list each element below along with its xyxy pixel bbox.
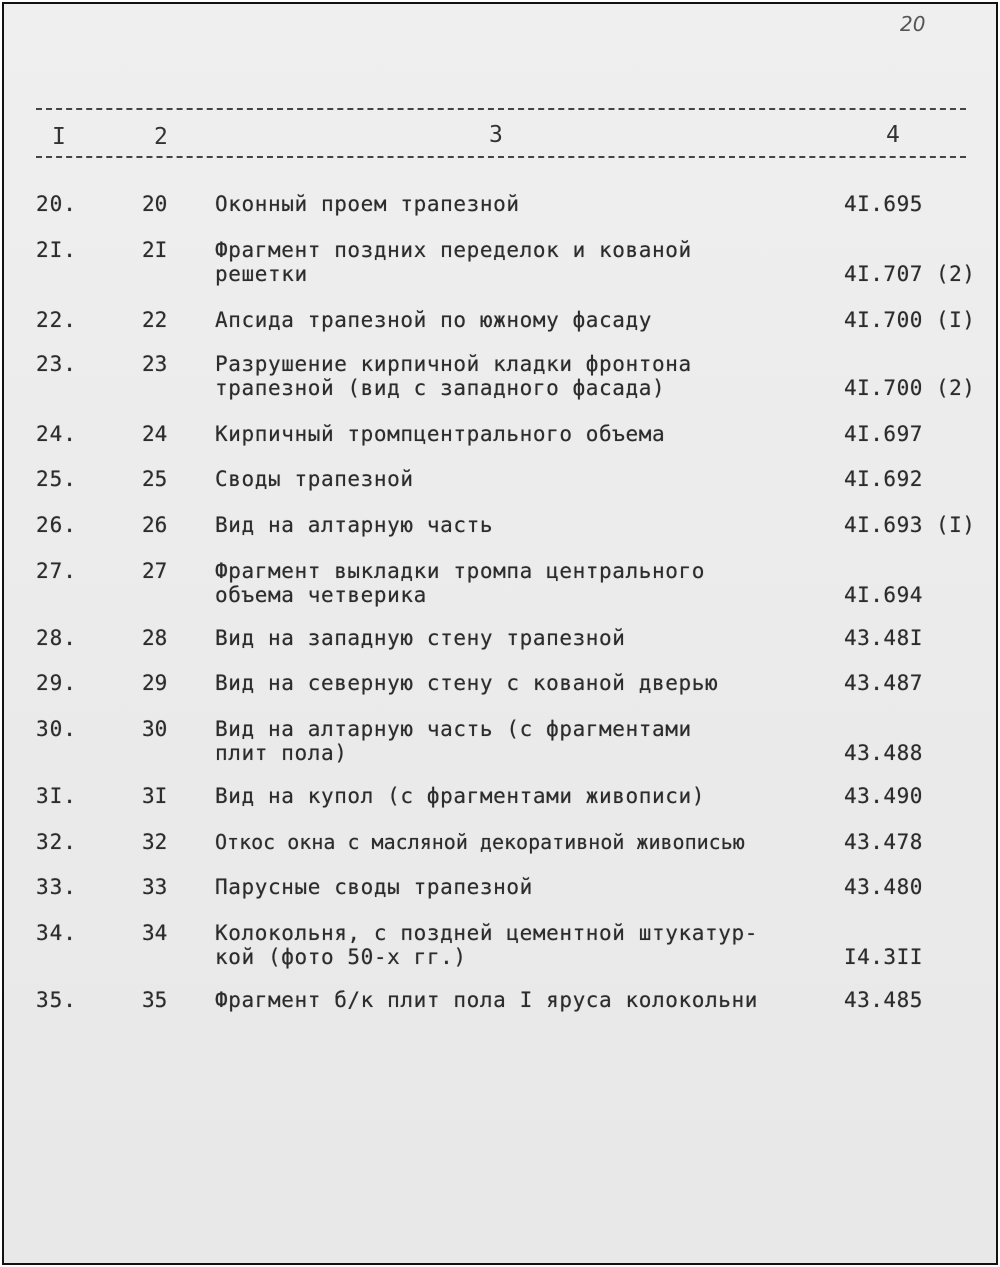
row-description — [215, 308, 652, 332]
row-index: 29 — [142, 671, 168, 695]
row-code: 4I.693 (I) — [844, 513, 976, 537]
row-number: 24. — [36, 422, 77, 446]
row-index: 22 — [142, 308, 168, 332]
header-col4: 4 — [886, 122, 900, 148]
row-code: 43.488 — [844, 741, 923, 765]
row-code: 4I.700 (2) — [844, 376, 976, 400]
table-row — [4, 988, 996, 1048]
row-code: 43.487 — [844, 671, 923, 695]
row-code: I4.3II — [844, 945, 923, 969]
row-number: 30. — [36, 717, 77, 741]
row-index: 30 — [142, 717, 168, 741]
description-line: трапезной (вид с западного фасада) — [215, 376, 666, 400]
row-code: 4I.694 — [844, 583, 923, 607]
description-line: Откос окна с масляной декоративной живописью — [215, 830, 745, 854]
row-index: 23 — [142, 352, 168, 376]
description-line: Фрагмент б/к плит пола I яруса колокольни — [215, 988, 758, 1012]
row-index: 27 — [142, 559, 168, 583]
row-description — [215, 784, 705, 808]
description-line: Апсида трапезной по южному фасаду — [215, 308, 653, 332]
row-index: 33 — [142, 875, 168, 899]
row-description — [215, 626, 626, 650]
row-number: 33. — [36, 875, 77, 899]
row-code: 43.48I — [844, 626, 923, 650]
row-number: 28. — [36, 626, 77, 650]
row-number: 3I. — [36, 784, 77, 808]
description-line: Оконный проем трапезной — [215, 192, 520, 216]
description-line: решетки — [215, 262, 308, 286]
description-line: плит пола) — [215, 741, 348, 765]
description-line: Вид на алтарную часть — [215, 513, 494, 537]
row-description — [215, 192, 520, 216]
row-code: 4I.692 — [844, 467, 923, 491]
row-number: 35. — [36, 988, 77, 1012]
description-line: Вид на западную стену трапезной — [215, 626, 626, 650]
row-number: 27. — [36, 559, 77, 583]
row-index: 2I — [142, 238, 168, 262]
table-row — [4, 238, 996, 298]
row-index: 24 — [142, 422, 168, 446]
description-line: Разрушение кирпичной кладки фронтона — [215, 352, 692, 376]
description-line: объема четверика — [215, 583, 427, 607]
row-index: 34 — [142, 921, 168, 945]
row-index: 28 — [142, 626, 168, 650]
description-line: Колокольня, с поздней цементной штукатур- — [215, 921, 758, 945]
row-index: 20 — [142, 192, 168, 216]
row-code: 43.485 — [844, 988, 923, 1012]
table-row — [4, 717, 996, 777]
row-description — [215, 717, 692, 765]
row-number: 2I. — [36, 238, 77, 262]
row-number: 23. — [36, 352, 77, 376]
page-number: 20 — [900, 12, 926, 36]
row-code: 4I.707 (2) — [844, 262, 976, 286]
row-code: 4I.700 (I) — [844, 308, 976, 332]
row-index: 35 — [142, 988, 168, 1012]
row-code: 4I.697 — [844, 422, 923, 446]
description-line: Фрагмент поздних переделок и кованой — [215, 238, 692, 262]
row-code: 4I.695 — [844, 192, 923, 216]
table-row — [4, 559, 996, 619]
description-line: Вид на купол (с фрагментами живописи) — [215, 784, 705, 808]
row-code: 43.480 — [844, 875, 923, 899]
row-description — [215, 513, 493, 537]
row-number: 29. — [36, 671, 77, 695]
row-number: 22. — [36, 308, 77, 332]
header-rule-top — [36, 108, 966, 110]
row-description — [215, 559, 705, 607]
row-description — [215, 238, 692, 286]
row-description — [215, 921, 758, 969]
description-line: кой (фото 50-х гг.) — [215, 945, 467, 969]
row-description — [215, 467, 414, 491]
row-number: 25. — [36, 467, 77, 491]
description-line: Парусные своды трапезной — [215, 875, 533, 899]
description-line: Вид на северную стену с кованой дверью — [215, 671, 719, 695]
row-number: 20. — [36, 192, 77, 216]
description-line: Своды трапезной — [215, 467, 414, 491]
document-page — [2, 2, 998, 1265]
row-description — [215, 671, 718, 695]
row-code: 43.478 — [844, 830, 923, 854]
table-row — [4, 352, 996, 412]
row-index: 25 — [142, 467, 168, 491]
row-description — [215, 830, 745, 854]
row-number: 26. — [36, 513, 77, 537]
description-line: Фрагмент выкладки тромпа центрального — [215, 559, 705, 583]
row-description — [215, 352, 692, 400]
header-col1: I — [52, 124, 66, 150]
row-description — [215, 422, 665, 446]
description-line: Вид на алтарную часть (с фрагментами — [215, 717, 692, 741]
row-description — [215, 988, 758, 1012]
row-index: 3I — [142, 784, 168, 808]
row-index: 32 — [142, 830, 168, 854]
header-rule-bottom — [36, 156, 966, 158]
row-number: 32. — [36, 830, 77, 854]
table-row — [4, 921, 996, 981]
header-col2: 2 — [154, 124, 168, 150]
row-index: 26 — [142, 513, 168, 537]
header-col3: 3 — [489, 122, 503, 148]
description-line: Кирпичный тромпцентрального объема — [215, 422, 666, 446]
row-code: 43.490 — [844, 784, 923, 808]
row-number: 34. — [36, 921, 77, 945]
row-description — [215, 875, 533, 899]
